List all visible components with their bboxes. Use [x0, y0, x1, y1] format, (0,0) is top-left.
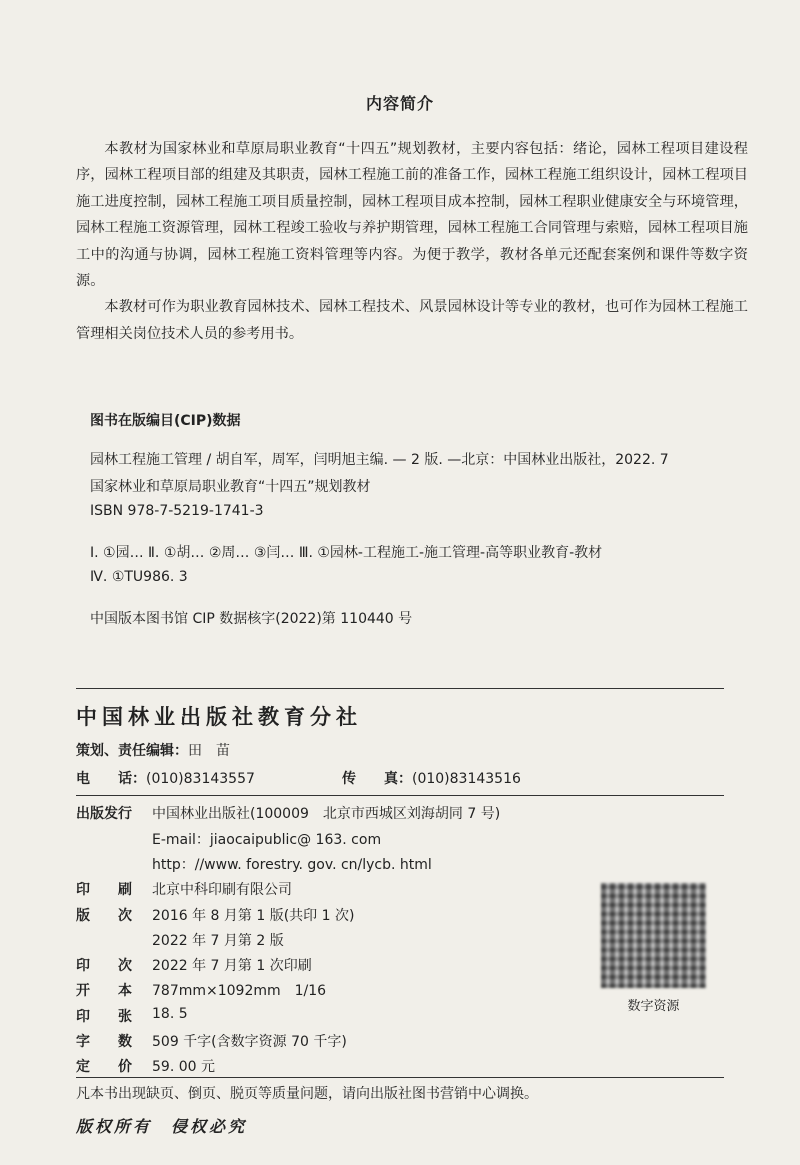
detail-value-website: http：//www. forestry. gov. cn/lycb. html — [152, 857, 432, 873]
detail-value-email: E-mail：jiaocaipublic@ 163. com — [152, 832, 382, 848]
intro-paragraph-2: 本教材可作为职业教育园林技术、园林工程技术、风景园林设计等专业的教材，也可作为园林工程施工管理相关岗位技术人员的参考用书。 — [76, 299, 748, 342]
detail-label-publisher: 出版发行 — [76, 806, 132, 822]
detail-value-sheets: 18. 5 — [152, 1006, 188, 1022]
cip-line-title: 园林工程施工管理 / 胡自军，周军，闫明旭主编. — 2 版. —北京：中国林业出版社，2022. 7 — [90, 452, 669, 468]
cip-line-classification: Ⅰ. ①园… Ⅱ. ①胡… ②周… ③闫… Ⅲ. ①园林-工程施工-施工管理-高等职业教育-教材 — [90, 545, 603, 561]
editor-label: 策划、责任编辑： — [76, 743, 188, 759]
cip-heading: 图书在版编目(CIP)数据 — [90, 413, 241, 429]
quality-notice: 凡本书出现缺页、倒页、脱页等质量问题，请向出版社图书营销中心调换。 — [76, 1086, 538, 1102]
detail-label-price: 定 价 — [76, 1059, 132, 1075]
editor-row — [76, 740, 230, 760]
cip-line-record-number: 中国版本图书馆 CIP 数据核字(2022)第 110440 号 — [90, 611, 413, 627]
detail-value-printing: 2022 年 7 月第 1 次印刷 — [152, 958, 312, 974]
qr-code-label: 数字资源 — [627, 999, 680, 1014]
detail-label-printer: 印 刷 — [76, 882, 132, 898]
detail-label-format: 开 本 — [76, 983, 132, 999]
intro-section — [76, 136, 748, 347]
cip-line-classification-2: Ⅳ. ①TU986. 3 — [90, 569, 188, 585]
detail-value-edition: 2016 年 8 月第 1 版(共印 1 次) — [152, 908, 355, 924]
divider-top — [76, 688, 724, 689]
phone-value: (010)83143557 — [146, 771, 255, 787]
cip-line-series: 国家林业和草原局职业教育“十四五”规划教材 — [90, 479, 371, 495]
phone-label: 电 话： — [76, 771, 146, 787]
detail-value-edition-2: 2022 年 7 月第 2 版 — [152, 933, 284, 949]
detail-value-price: 59. 00 元 — [152, 1059, 215, 1075]
page-title: 内容简介 — [365, 94, 434, 113]
contact-row — [76, 768, 255, 788]
cip-line-isbn: ISBN 978-7-5219-1741-3 — [90, 503, 264, 519]
divider-middle — [76, 795, 724, 796]
detail-value-printer: 北京中科印刷有限公司 — [152, 882, 292, 898]
intro-paragraph-1: 本教材为国家林业和草原局职业教育“十四五”规划教材，主要内容包括：绪论，园林工程项目建设程序，园林工程项目部的组建及其职责，园林工程施工前的准备工作，园林工程施工组织设计，园林工程项目施工进度控制，园林工程施工项目质量控制，园林工程项目成本控制，园林工程职业健康安全与环境管理，园林工程施工资源管理，园林工程竣工验收与养护期管理，园林工程施工合同管理与索赔，园林工程项目施工中的沟通与协调，园林工程施工资料管理等内容。为便于教学，教材各单元还配套案例和课件等数字资源。 — [76, 141, 748, 290]
fax-row — [342, 768, 521, 788]
rights-statement: 版权所有 侵权必究 — [76, 1117, 248, 1136]
detail-label-wordcount: 字 数 — [76, 1034, 132, 1050]
qr-code-image[interactable] — [601, 883, 706, 988]
publisher-division-name: 中国林业出版社教育分社 — [76, 704, 362, 729]
detail-value-publisher: 中国林业出版社(100009 北京市西城区刘海胡同 7 号) — [152, 806, 501, 822]
detail-label-sheets: 印 张 — [76, 1009, 132, 1025]
divider-bottom — [76, 1077, 724, 1078]
detail-label-edition: 版 次 — [76, 908, 132, 924]
detail-label-printing: 印 次 — [76, 958, 132, 974]
editor-value: 田 苗 — [188, 743, 230, 759]
fax-value: (010)83143516 — [412, 771, 521, 787]
fax-label: 传 真： — [342, 771, 412, 787]
detail-value-format: 787mm×1092mm 1/16 — [152, 983, 327, 999]
detail-value-wordcount: 509 千字(含数字资源 70 千字) — [152, 1034, 347, 1050]
